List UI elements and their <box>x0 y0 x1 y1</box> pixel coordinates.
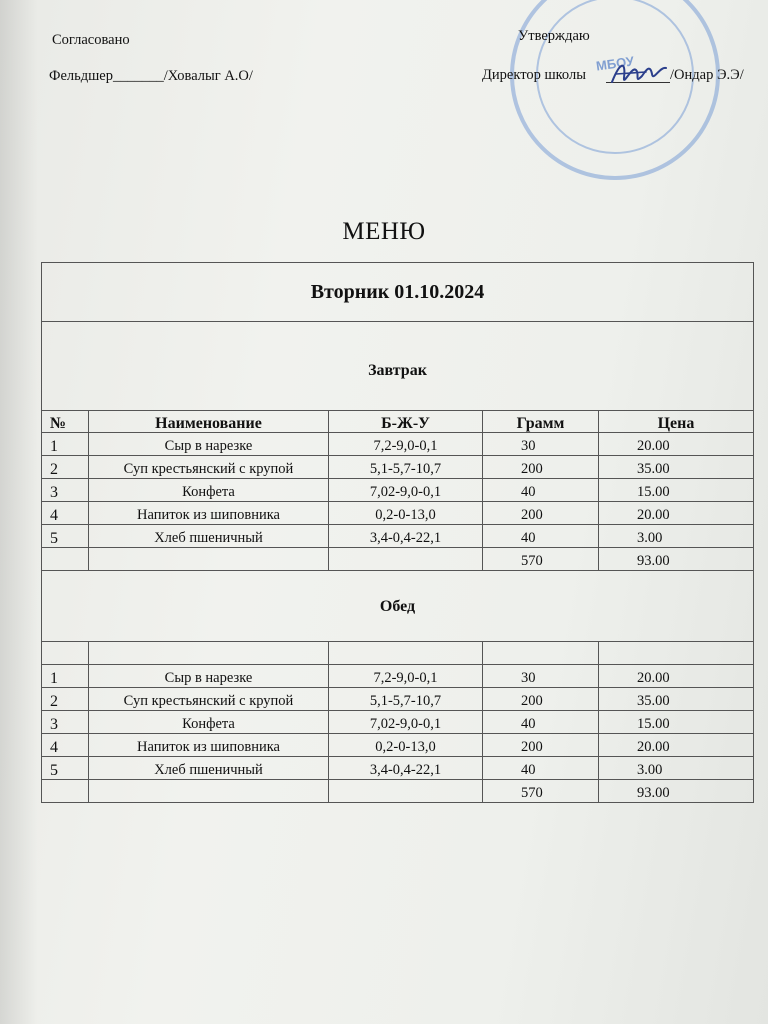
total-cell-empty <box>329 780 483 803</box>
approve-label: Утверждаю <box>518 28 590 44</box>
item-bju: 0,2-0-13,0 <box>329 734 483 757</box>
item-number: 3 <box>42 711 89 734</box>
breakfast-total-row <box>42 548 754 571</box>
agreed-label: Согласовано <box>52 32 130 48</box>
breakfast-label: Завтрак <box>42 322 754 411</box>
date-title: Вторник 01.10.2024 <box>42 263 754 322</box>
column-header-number: № <box>42 411 89 433</box>
breakfast-row <box>42 322 754 411</box>
item-gram: 200 <box>483 502 599 525</box>
item-number: 5 <box>42 757 89 780</box>
item-price: 35.00 <box>599 456 754 479</box>
item-bju: 5,1-5,7-10,7 <box>329 688 483 711</box>
column-header-name: Наименование <box>89 411 329 433</box>
breakfast-total-price: 93.00 <box>599 548 754 571</box>
item-name: Сыр в нарезке <box>89 665 329 688</box>
item-bju: 7,02-9,0-0,1 <box>329 479 483 502</box>
blank-cell <box>483 642 599 665</box>
item-gram: 30 <box>483 433 599 456</box>
menu-item-row <box>42 502 754 525</box>
stamp-text: МБОУ <box>595 53 635 74</box>
item-name: Хлеб пшеничный <box>89 757 329 780</box>
column-header-bju: Б-Ж-У <box>329 411 483 433</box>
item-bju: 7,02-9,0-0,1 <box>329 711 483 734</box>
menu-item-row <box>42 757 754 780</box>
lunch-total-gram: 570 <box>483 780 599 803</box>
item-price: 20.00 <box>599 502 754 525</box>
director-label: Директор школы <box>482 67 586 83</box>
item-gram: 200 <box>483 734 599 757</box>
item-gram: 40 <box>483 757 599 780</box>
item-number: 5 <box>42 525 89 548</box>
item-bju: 0,2-0-13,0 <box>329 502 483 525</box>
item-number: 4 <box>42 734 89 757</box>
page-shadow <box>0 0 38 1024</box>
item-number: 2 <box>42 688 89 711</box>
item-price: 15.00 <box>599 711 754 734</box>
column-header-price: Цена <box>599 411 754 433</box>
menu-item-row <box>42 433 754 456</box>
item-bju: 5,1-5,7-10,7 <box>329 456 483 479</box>
item-name: Суп крестьянский с крупой <box>89 456 329 479</box>
item-bju: 7,2-9,0-0,1 <box>329 433 483 456</box>
total-cell-empty <box>89 780 329 803</box>
item-number: 3 <box>42 479 89 502</box>
total-cell-empty <box>42 780 89 803</box>
item-gram: 30 <box>483 665 599 688</box>
menu-item-row <box>42 456 754 479</box>
item-gram: 40 <box>483 711 599 734</box>
page-title: МЕНЮ <box>342 218 426 245</box>
column-header-gram: Грамм <box>483 411 599 433</box>
item-number: 1 <box>42 665 89 688</box>
menu-item-row <box>42 688 754 711</box>
total-cell-empty <box>329 548 483 571</box>
item-bju: 3,4-0,4-22,1 <box>329 525 483 548</box>
item-bju: 3,4-0,4-22,1 <box>329 757 483 780</box>
lunch-blank-row <box>42 642 754 665</box>
blank-cell <box>42 642 89 665</box>
director-name: /Ондар Э.Э/ <box>670 67 744 83</box>
menu-item-row <box>42 525 754 548</box>
total-cell-empty <box>89 548 329 571</box>
item-gram: 40 <box>483 525 599 548</box>
lunch-total-price: 93.00 <box>599 780 754 803</box>
item-name: Конфета <box>89 479 329 502</box>
breakfast-total-gram: 570 <box>483 548 599 571</box>
item-name: Конфета <box>89 711 329 734</box>
column-header-row <box>42 411 754 433</box>
item-bju: 7,2-9,0-0,1 <box>329 665 483 688</box>
item-price: 20.00 <box>599 734 754 757</box>
director-signature <box>606 56 670 92</box>
blank-cell <box>599 642 754 665</box>
lunch-items <box>42 665 754 780</box>
menu-table <box>41 262 754 803</box>
item-price: 20.00 <box>599 433 754 456</box>
date-row <box>42 263 754 322</box>
menu-item-row <box>42 479 754 502</box>
breakfast-items <box>42 433 754 548</box>
item-price: 20.00 <box>599 665 754 688</box>
total-cell-empty <box>42 548 89 571</box>
item-price: 3.00 <box>599 757 754 780</box>
item-gram: 40 <box>483 479 599 502</box>
item-price: 3.00 <box>599 525 754 548</box>
lunch-row <box>42 571 754 642</box>
item-gram: 200 <box>483 688 599 711</box>
item-price: 15.00 <box>599 479 754 502</box>
item-name: Хлеб пшеничный <box>89 525 329 548</box>
item-number: 2 <box>42 456 89 479</box>
item-number: 1 <box>42 433 89 456</box>
menu-item-row <box>42 734 754 757</box>
blank-cell <box>89 642 329 665</box>
lunch-total-row <box>42 780 754 803</box>
item-price: 35.00 <box>599 688 754 711</box>
menu-item-row <box>42 711 754 734</box>
item-name: Напиток из шиповника <box>89 502 329 525</box>
item-name: Напиток из шиповника <box>89 734 329 757</box>
lunch-label: Обед <box>42 571 754 642</box>
item-name: Суп крестьянский с крупой <box>89 688 329 711</box>
paramedic-signature-line: Фельдшер_______/Ховалыг А.О/ <box>49 68 253 84</box>
item-gram: 200 <box>483 456 599 479</box>
item-name: Сыр в нарезке <box>89 433 329 456</box>
menu-item-row <box>42 665 754 688</box>
item-number: 4 <box>42 502 89 525</box>
blank-cell <box>329 642 483 665</box>
